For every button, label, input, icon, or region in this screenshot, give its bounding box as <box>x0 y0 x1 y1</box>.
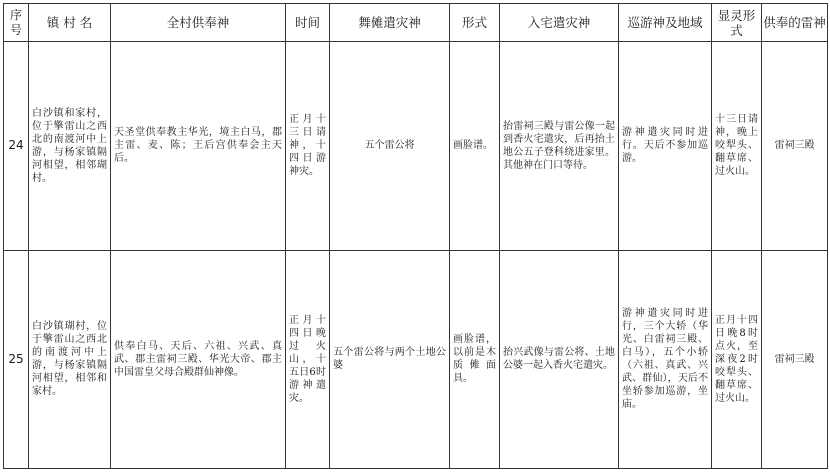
row-deities: 天圣堂供奉教主华光，境主白马，郡主雷、麦、陈；王后宫供奉会主天后。 <box>111 42 286 250</box>
header-time: 时间 <box>286 4 330 42</box>
header-deities: 全村供奉神 <box>111 4 286 42</box>
row-form: 画脸谱。 <box>450 42 500 250</box>
row-deities: 供奉白马、天后、六祖、兴武、真武、郡主雷祠三殿、华光大帝、郡主中国雷皇父母合殿群仙神像。 <box>111 250 286 468</box>
row-town: 白沙镇和家村，位于擎雷山之西北的南渡河中上游，与杨家镇隔河相望，相邻瑚村。 <box>29 42 111 250</box>
row-seq: 24 <box>4 42 29 250</box>
row-house: 抬兴武像与雷公将、土地公婆一起入香火宅遣灾。 <box>500 250 619 468</box>
row-patrol: 游神遣灾同时进行，三个大轿（华光、白雷祠三殿、白马），五个小轿（六祖、真武、兴武、群仙），天后不坐轿参加巡游，坐庙。 <box>619 250 712 468</box>
row-manifest: 正月十四日晚8时点火，至深夜2时咬犁头、翻草席、过火山。 <box>712 250 762 468</box>
row-town: 白沙镇瑚村，位于擎雷山之西北的南渡河中上游，与杨家镇隔河相望，相邻和家村。 <box>29 250 111 468</box>
row-house: 抬雷祠三殿与雷公像一起到香火宅遣灾，后再抬土地公五子登科绕进家里。其他神在门口等待。 <box>500 42 619 250</box>
header-thunder: 供奉的雷神 <box>762 4 828 42</box>
row-nuo: 五个雷公将与两个土地公婆 <box>330 250 450 468</box>
row-time: 正月十三日请神，十四日游神灾。 <box>286 42 330 250</box>
row-time: 正月十四日晚过火山，十五日6时游神遣灾。 <box>286 250 330 468</box>
table-row <box>4 42 828 250</box>
header-seq: 序号 <box>4 4 29 42</box>
row-nuo: 五个雷公将 <box>330 42 450 250</box>
header-house: 入宅遣灾神 <box>500 4 619 42</box>
row-manifest: 十三日请神，晚上咬犁头、翻草席、过火山。 <box>712 42 762 250</box>
row-thunder: 雷祠三殿 <box>762 250 828 468</box>
header-town: 镇 村 名 <box>29 4 111 42</box>
table-row <box>4 250 828 468</box>
row-thunder: 雷祠三殿 <box>762 42 828 250</box>
deity-table <box>3 3 828 469</box>
header-form: 形式 <box>450 4 500 42</box>
header-patrol: 巡游神及地域 <box>619 4 712 42</box>
row-seq: 25 <box>4 250 29 468</box>
row-form: 画脸谱，以前是木质傩面具。 <box>450 250 500 468</box>
header-nuo: 舞傩遣灾神 <box>330 4 450 42</box>
header-row <box>4 4 828 42</box>
row-patrol: 游神遣灾同时进行。天后不参加巡游。 <box>619 42 712 250</box>
header-manifest: 显灵形式 <box>712 4 762 42</box>
